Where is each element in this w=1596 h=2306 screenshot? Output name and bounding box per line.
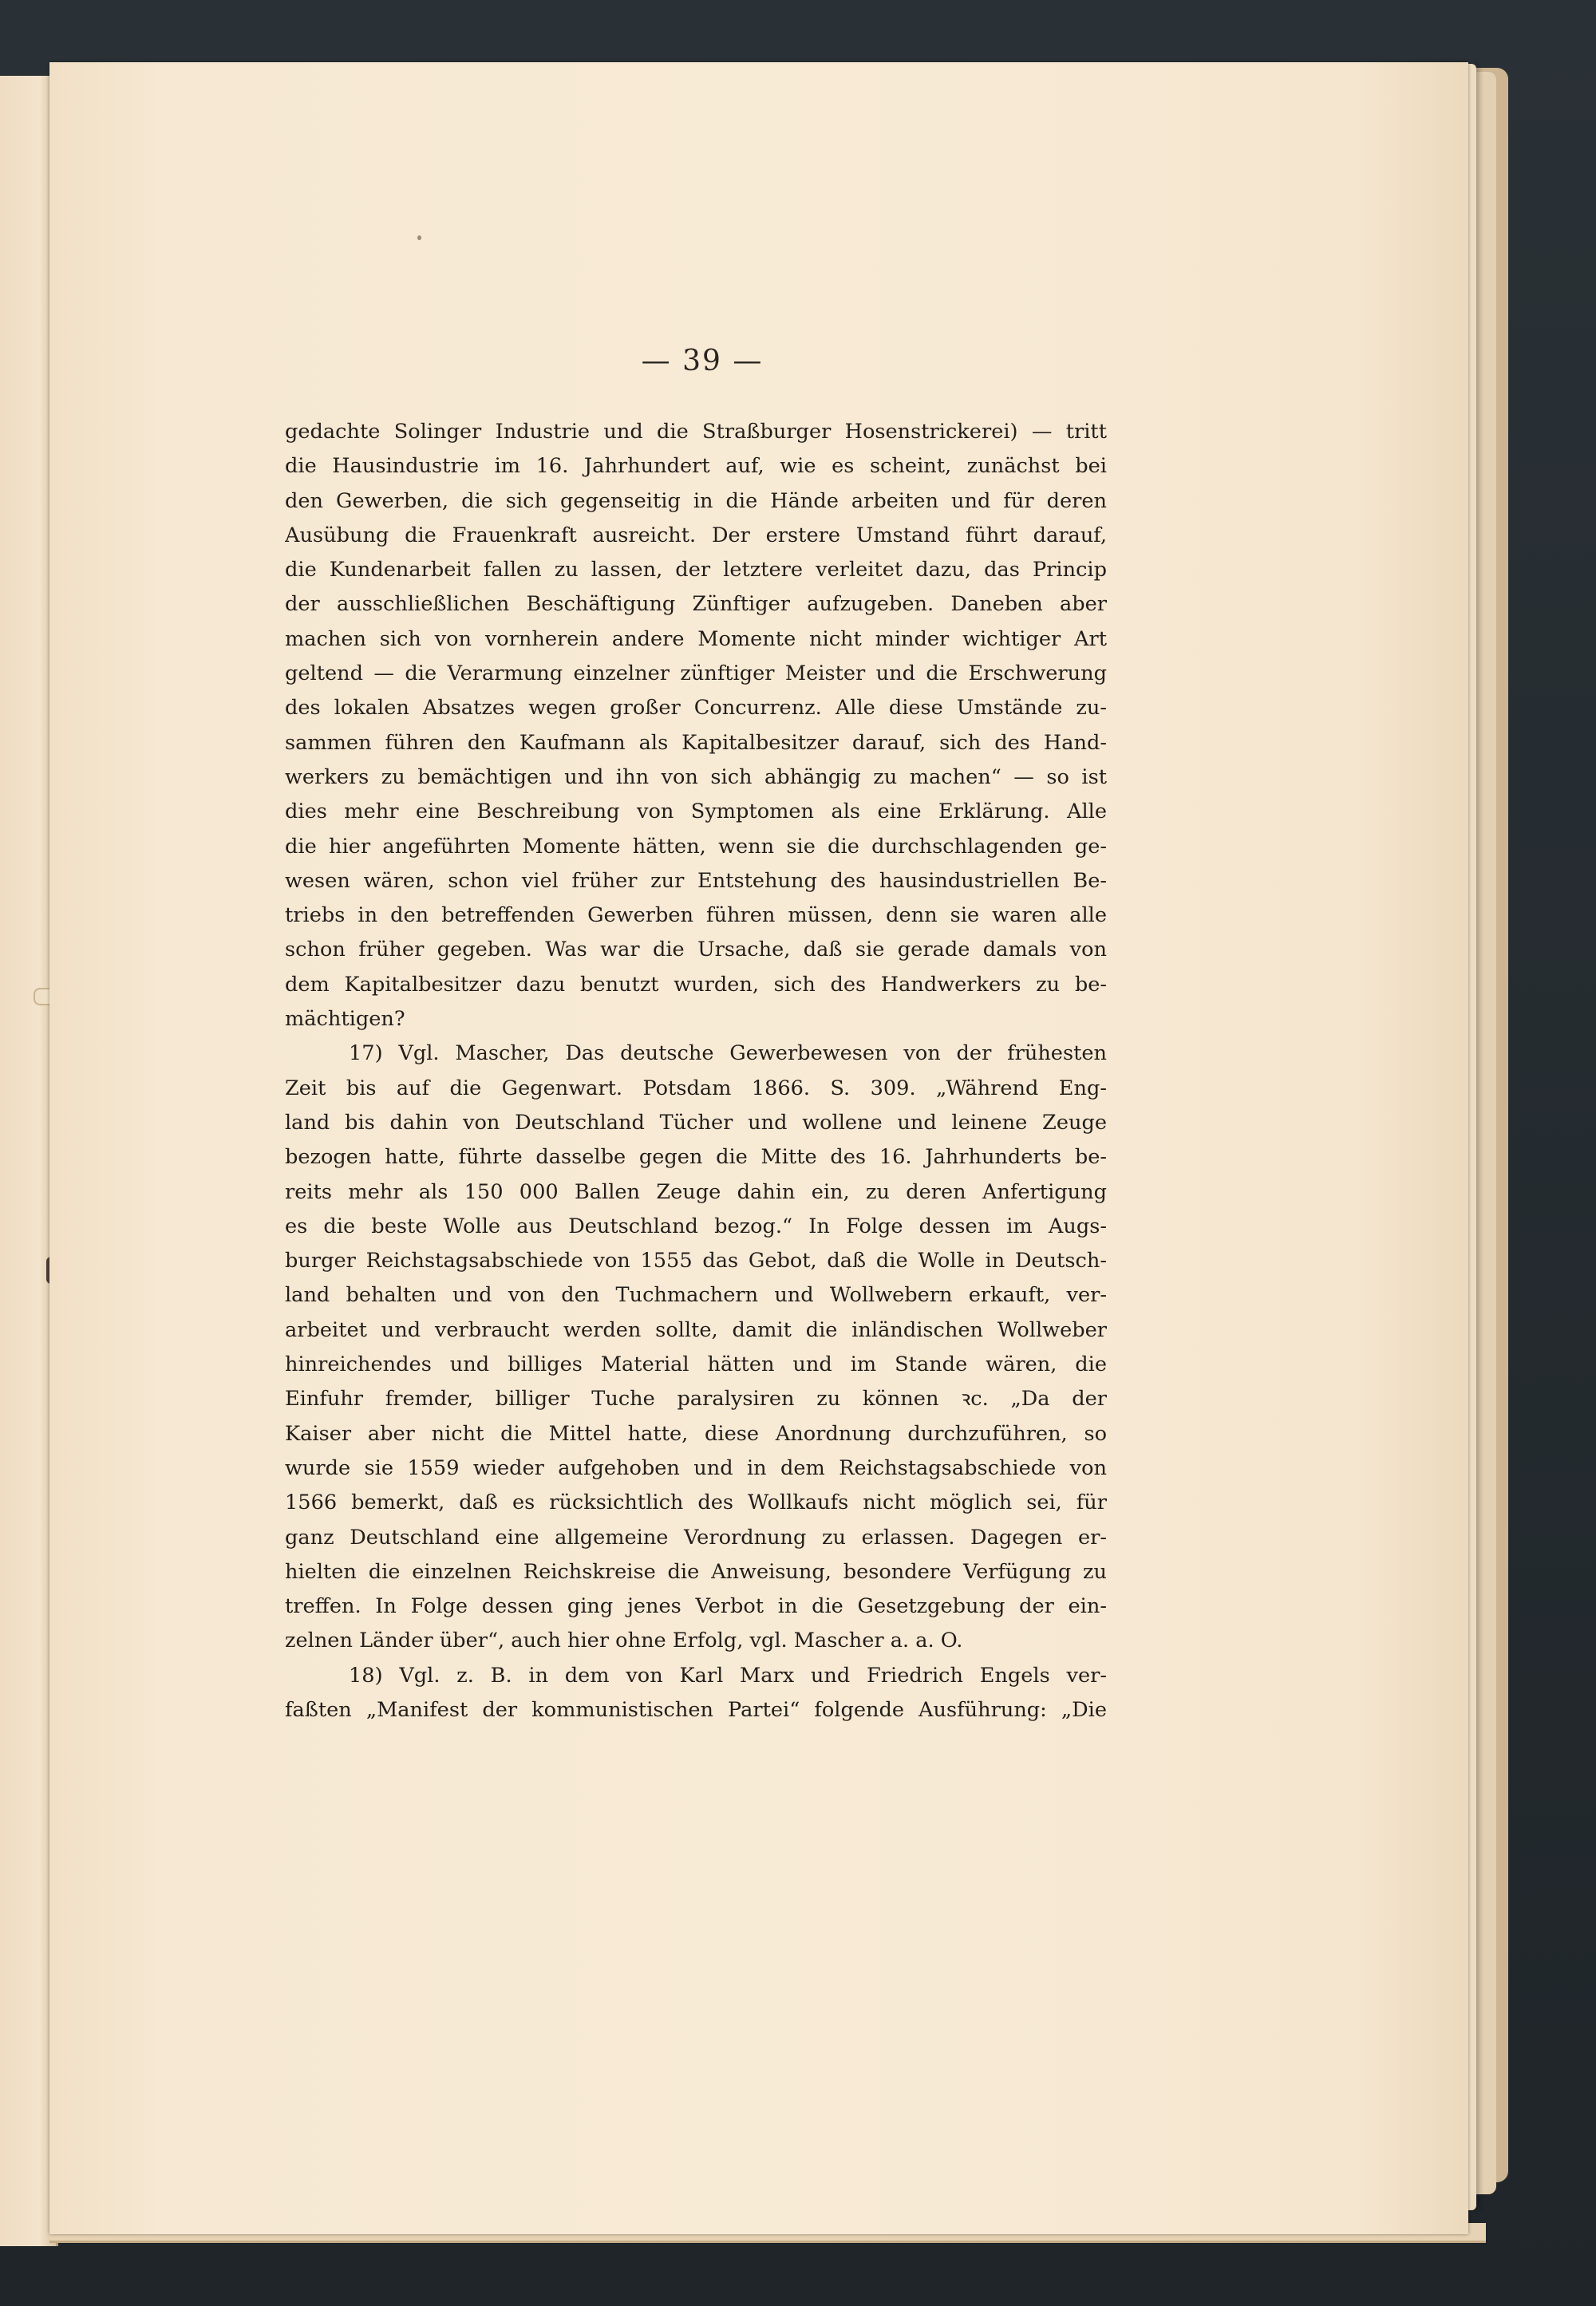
text-line: die Kundenarbeit fallen zu lassen, der letztere verleitet dazu, das Princip [285, 558, 1107, 582]
text-line: triebs in den betreffenden Gewerben führen müssen, denn sie waren alle [285, 903, 1107, 928]
text-line: burger Reichstagsabschiede von 1555 das Gebot, daß die Wolle in Deutsch- [285, 1249, 1107, 1273]
text-line: Ausübung die Frauenkraft ausreicht. Der erstere Umstand führt darauf, [285, 523, 1107, 547]
text-line: gedachte Solinger Industrie und die Straßburger Hosenstrickerei) — tritt [285, 420, 1107, 444]
text-line: faßten „Manifest der kommunistischen Partei“ folgende Ausführung: „Die [285, 1697, 1107, 1722]
text-line: es die beste Wolle aus Deutschland bezog.“ In Folge dessen im Augs- [285, 1214, 1107, 1238]
text-line: sammen führen den Kaufmann als Kapitalbesitzer darauf, sich des Hand- [285, 730, 1107, 755]
text-line: 1566 bemerkt, daß es rücksichtlich des Wollkaufs nicht möglich sei, für [285, 1491, 1107, 1515]
text-line: des lokalen Absatzes wegen großer Concurrenz. Alle diese Umstände zu- [285, 696, 1107, 721]
text-line: wesen wären, schon viel früher zur Entstehung des hausindustriellen Be- [285, 868, 1107, 893]
page-number: — 39 — [641, 345, 764, 377]
text-line: schon früher gegeben. Was war die Ursache, daß sie gerade damals von [285, 938, 1107, 962]
text-line: hielten die einzelnen Reichskreise die Anweisung, besondere Verfügung zu [285, 1559, 1107, 1584]
text-line: bezogen hatte, führte dasselbe gegen die Mitte des 16. Jahrhunderts be- [285, 1145, 1107, 1170]
text-line: werkers zu bemächtigen und ihn von sich abhängig zu machen“ — so ist [285, 764, 1107, 789]
text-line: Einfuhr fremder, billiger Tuche paralysiren zu können ꝛc. „Da der [285, 1387, 1107, 1412]
text-line: hinreichendes und billiges Material hätten und im Stande wären, die [285, 1352, 1107, 1377]
text-line: dem Kapitalbesitzer dazu benutzt wurden, sich des Handwerkers zu be- [285, 972, 1107, 997]
text-line: wurde sie 1559 wieder aufgehoben und in dem Reichstagsabschiede von [285, 1455, 1107, 1480]
body-text [285, 415, 1107, 1728]
text-line: die hier angeführten Momente hätten, wenn sie die durchschlagenden ge- [285, 834, 1107, 859]
text-line: Kaiser aber nicht die Mittel hatte, diese Anordnung durchzuführen, so [285, 1421, 1107, 1446]
text-line: land bis dahin von Deutschland Tücher und wollene und leinene Zeuge [285, 1110, 1107, 1135]
text-line: 18) Vgl. z. B. in dem von Karl Marx und Friedrich Engels ver- [349, 1663, 1107, 1688]
text-line: land behalten und von den Tuchmachern und Wollwebern erkauft, ver- [285, 1283, 1107, 1308]
text-line: reits mehr als 150 000 Ballen Zeuge dahin ein, zu deren Anfertigung [285, 1179, 1107, 1204]
text-line: geltend — die Verarmung einzelner zünftiger Meister und die Erschwerung [285, 661, 1107, 686]
text-line: der ausschließlichen Beschäftigung Zünftiger aufzugeben. Daneben aber [285, 592, 1107, 617]
text-line: machen sich von vornherein andere Momente nicht minder wichtiger Art [285, 626, 1107, 651]
paper-speck [417, 235, 421, 240]
text-line: dies mehr eine Beschreibung von Symptomen als eine Erklärung. Alle [285, 800, 1107, 824]
text-line: Zeit bis auf die Gegenwart. Potsdam 1866. S. 309. „Während Eng- [285, 1076, 1107, 1100]
text-line: arbeitet und verbraucht werden sollte, damit die inländischen Wollweber [285, 1317, 1107, 1342]
text-line: 17) Vgl. Mascher, Das deutsche Gewerbewesen von der frühesten [349, 1041, 1107, 1066]
text-line: zelnen Länder über“, auch hier ohne Erfolg, vgl. Mascher a. a. O. [285, 1629, 963, 1653]
text-line: den Gewerben, die sich gegenseitig in die Hände arbeiten und für deren [285, 488, 1107, 513]
text-line: ganz Deutschland eine allgemeine Verordnung zu erlassen. Dagegen er- [285, 1525, 1107, 1550]
text-line: mächtigen? [285, 1007, 405, 1032]
text-line: treffen. In Folge dessen ging jenes Verbot in die Gesetzgebung der ein- [285, 1594, 1107, 1619]
text-line: die Hausindustrie im 16. Jahrhundert auf, wie es scheint, zunächst bei [285, 454, 1107, 479]
